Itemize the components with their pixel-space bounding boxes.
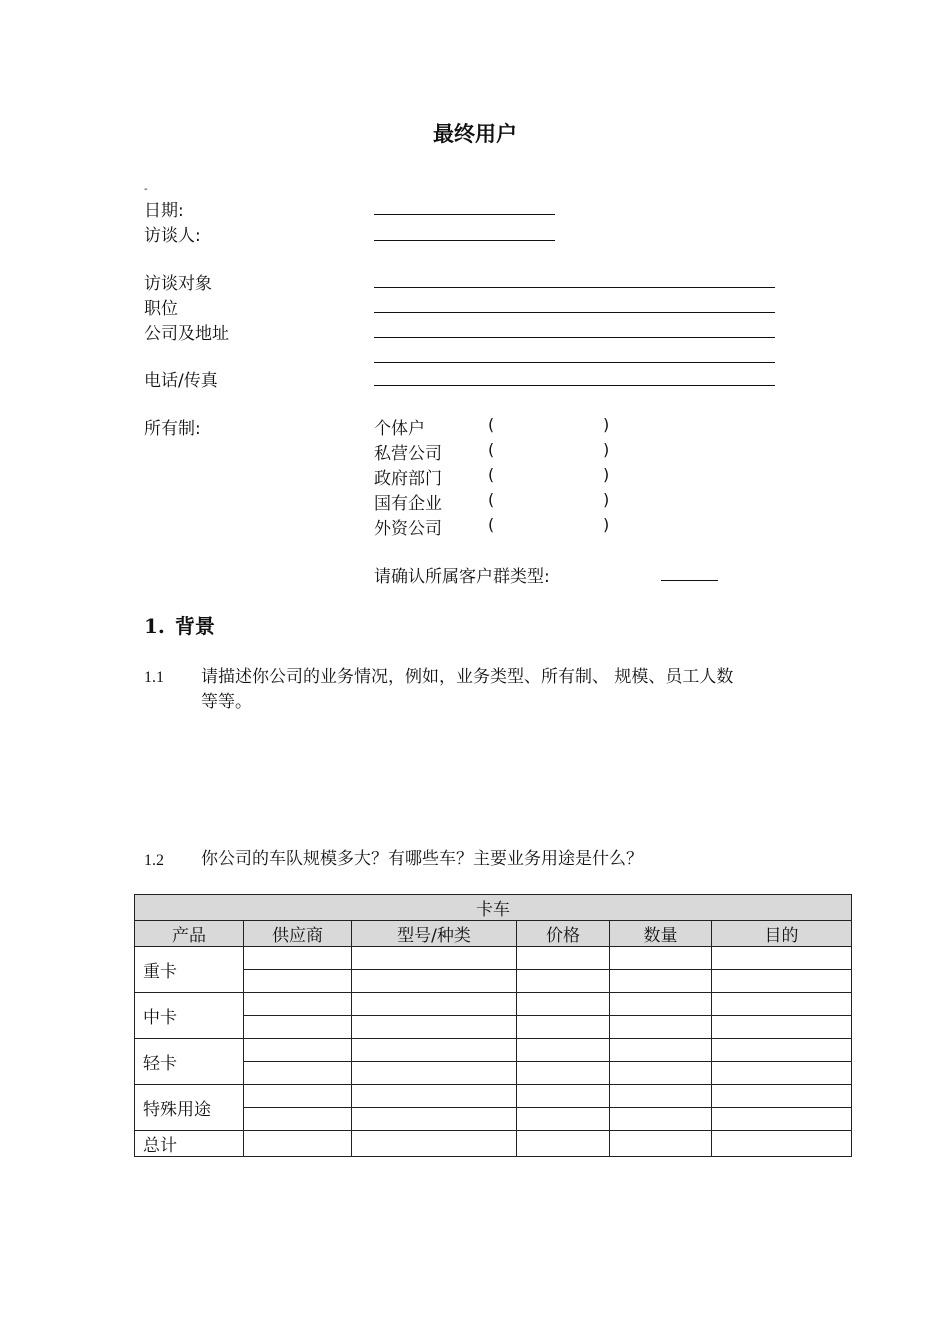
section-title: 背景 [174, 614, 215, 638]
table-cell[interactable] [712, 1016, 852, 1039]
row-label: 轻卡 [135, 1039, 244, 1085]
table-cell[interactable] [517, 947, 610, 970]
question-number: 1.1 [144, 669, 164, 686]
ownership-close-paren: ) [603, 515, 610, 534]
table-cell[interactable] [244, 1108, 352, 1131]
table-cell[interactable] [244, 970, 352, 993]
top-marker: - [144, 184, 148, 195]
table-cell[interactable] [610, 1039, 712, 1062]
table-cell[interactable] [352, 970, 517, 993]
row-label: 中卡 [135, 993, 244, 1039]
table-cell[interactable] [712, 1085, 852, 1108]
table-cell[interactable] [244, 1039, 352, 1062]
table-cell[interactable] [244, 1085, 352, 1108]
table-cell[interactable] [610, 1108, 712, 1131]
ownership-option: 政府部门 [374, 469, 442, 489]
interviewee-label: 访谈对象 [144, 274, 212, 294]
ownership-label: 所有制: [144, 419, 201, 439]
table-cell[interactable] [517, 1062, 610, 1085]
table-cell[interactable] [517, 970, 610, 993]
table-cell[interactable] [352, 947, 517, 970]
question-text-continued: 等等。 [201, 692, 252, 712]
table-cell[interactable] [244, 993, 352, 1016]
question-number: 1.2 [144, 852, 164, 869]
table-cell[interactable] [712, 970, 852, 993]
table-cell[interactable] [610, 1016, 712, 1039]
ownership-close-paren: ) [603, 415, 610, 434]
table-cell[interactable] [244, 1062, 352, 1085]
phone-field[interactable] [374, 385, 775, 386]
ownership-close-paren: ) [603, 440, 610, 459]
date-label: 日期: [144, 201, 184, 221]
ownership-open-paren: ( [488, 515, 495, 534]
company-label: 公司及地址 [144, 324, 229, 344]
table-cell[interactable] [352, 993, 517, 1016]
ownership-option: 私营公司 [374, 444, 442, 464]
position-label: 职位 [144, 299, 178, 319]
ownership-option: 外资公司 [374, 519, 442, 539]
total-label: 总计 [135, 1131, 244, 1157]
table-cell[interactable] [244, 947, 352, 970]
row-label: 特殊用途 [135, 1085, 244, 1131]
position-field[interactable] [374, 312, 775, 313]
interviewee-field[interactable] [374, 287, 775, 288]
table-cell[interactable] [610, 1085, 712, 1108]
column-header: 目的 [712, 921, 852, 947]
table-cell[interactable] [352, 1016, 517, 1039]
truck-table [134, 894, 852, 1157]
column-header: 供应商 [244, 921, 352, 947]
table-cell[interactable] [610, 947, 712, 970]
question-text: 你公司的车队规模多大？有哪些车？主要业务用途是什么？ [201, 849, 643, 869]
column-header: 型号/种类 [352, 921, 517, 947]
table-cell[interactable] [517, 1108, 610, 1131]
table-cell[interactable] [712, 1062, 852, 1085]
table-cell[interactable] [712, 1039, 852, 1062]
ownership-open-paren: ( [488, 490, 495, 509]
table-cell[interactable] [352, 1108, 517, 1131]
table-cell[interactable] [517, 1016, 610, 1039]
customer-group-field[interactable] [661, 580, 718, 581]
phone-label: 电话/传真 [144, 371, 218, 391]
table-cell[interactable] [517, 1131, 610, 1157]
table-cell[interactable] [244, 1016, 352, 1039]
table-cell[interactable] [712, 1131, 852, 1157]
ownership-option: 个体户 [374, 419, 425, 439]
table-cell[interactable] [610, 1062, 712, 1085]
table-cell[interactable] [352, 1062, 517, 1085]
table-cell[interactable] [352, 1039, 517, 1062]
row-label: 重卡 [135, 947, 244, 993]
company-field[interactable] [374, 337, 775, 338]
table-cell[interactable] [712, 1108, 852, 1131]
section-number: 1. [144, 614, 165, 638]
table-cell[interactable] [517, 1085, 610, 1108]
column-header: 价格 [517, 921, 610, 947]
table-cell[interactable] [517, 1039, 610, 1062]
ownership-open-paren: ( [488, 465, 495, 484]
table-cell[interactable] [610, 1131, 712, 1157]
section-heading [144, 610, 215, 639]
company-address-field[interactable] [374, 362, 775, 363]
interviewer-label: 访谈人: [144, 226, 201, 246]
table-cell[interactable] [352, 1085, 517, 1108]
page-title: 最终用户 [433, 122, 517, 146]
ownership-close-paren: ) [603, 490, 610, 509]
customer-group-prompt: 请确认所属客户群类型: [374, 567, 550, 587]
table-cell[interactable] [712, 993, 852, 1016]
interviewer-field[interactable] [374, 240, 555, 241]
ownership-option: 国有企业 [374, 494, 442, 514]
ownership-close-paren: ) [603, 465, 610, 484]
question-text: 请描述你公司的业务情况，例如，业务类型、所有制、 规模、员工人数 [201, 667, 734, 687]
table-cell[interactable] [610, 993, 712, 1016]
date-field[interactable] [374, 214, 555, 215]
column-header: 数量 [610, 921, 712, 947]
table-cell[interactable] [244, 1131, 352, 1157]
table-cell[interactable] [610, 970, 712, 993]
ownership-open-paren: ( [488, 415, 495, 434]
column-header: 产品 [135, 921, 244, 947]
ownership-open-paren: ( [488, 440, 495, 459]
table-cell[interactable] [517, 993, 610, 1016]
table-cell[interactable] [352, 1131, 517, 1157]
table-caption: 卡车 [135, 895, 852, 921]
table-cell[interactable] [712, 947, 852, 970]
